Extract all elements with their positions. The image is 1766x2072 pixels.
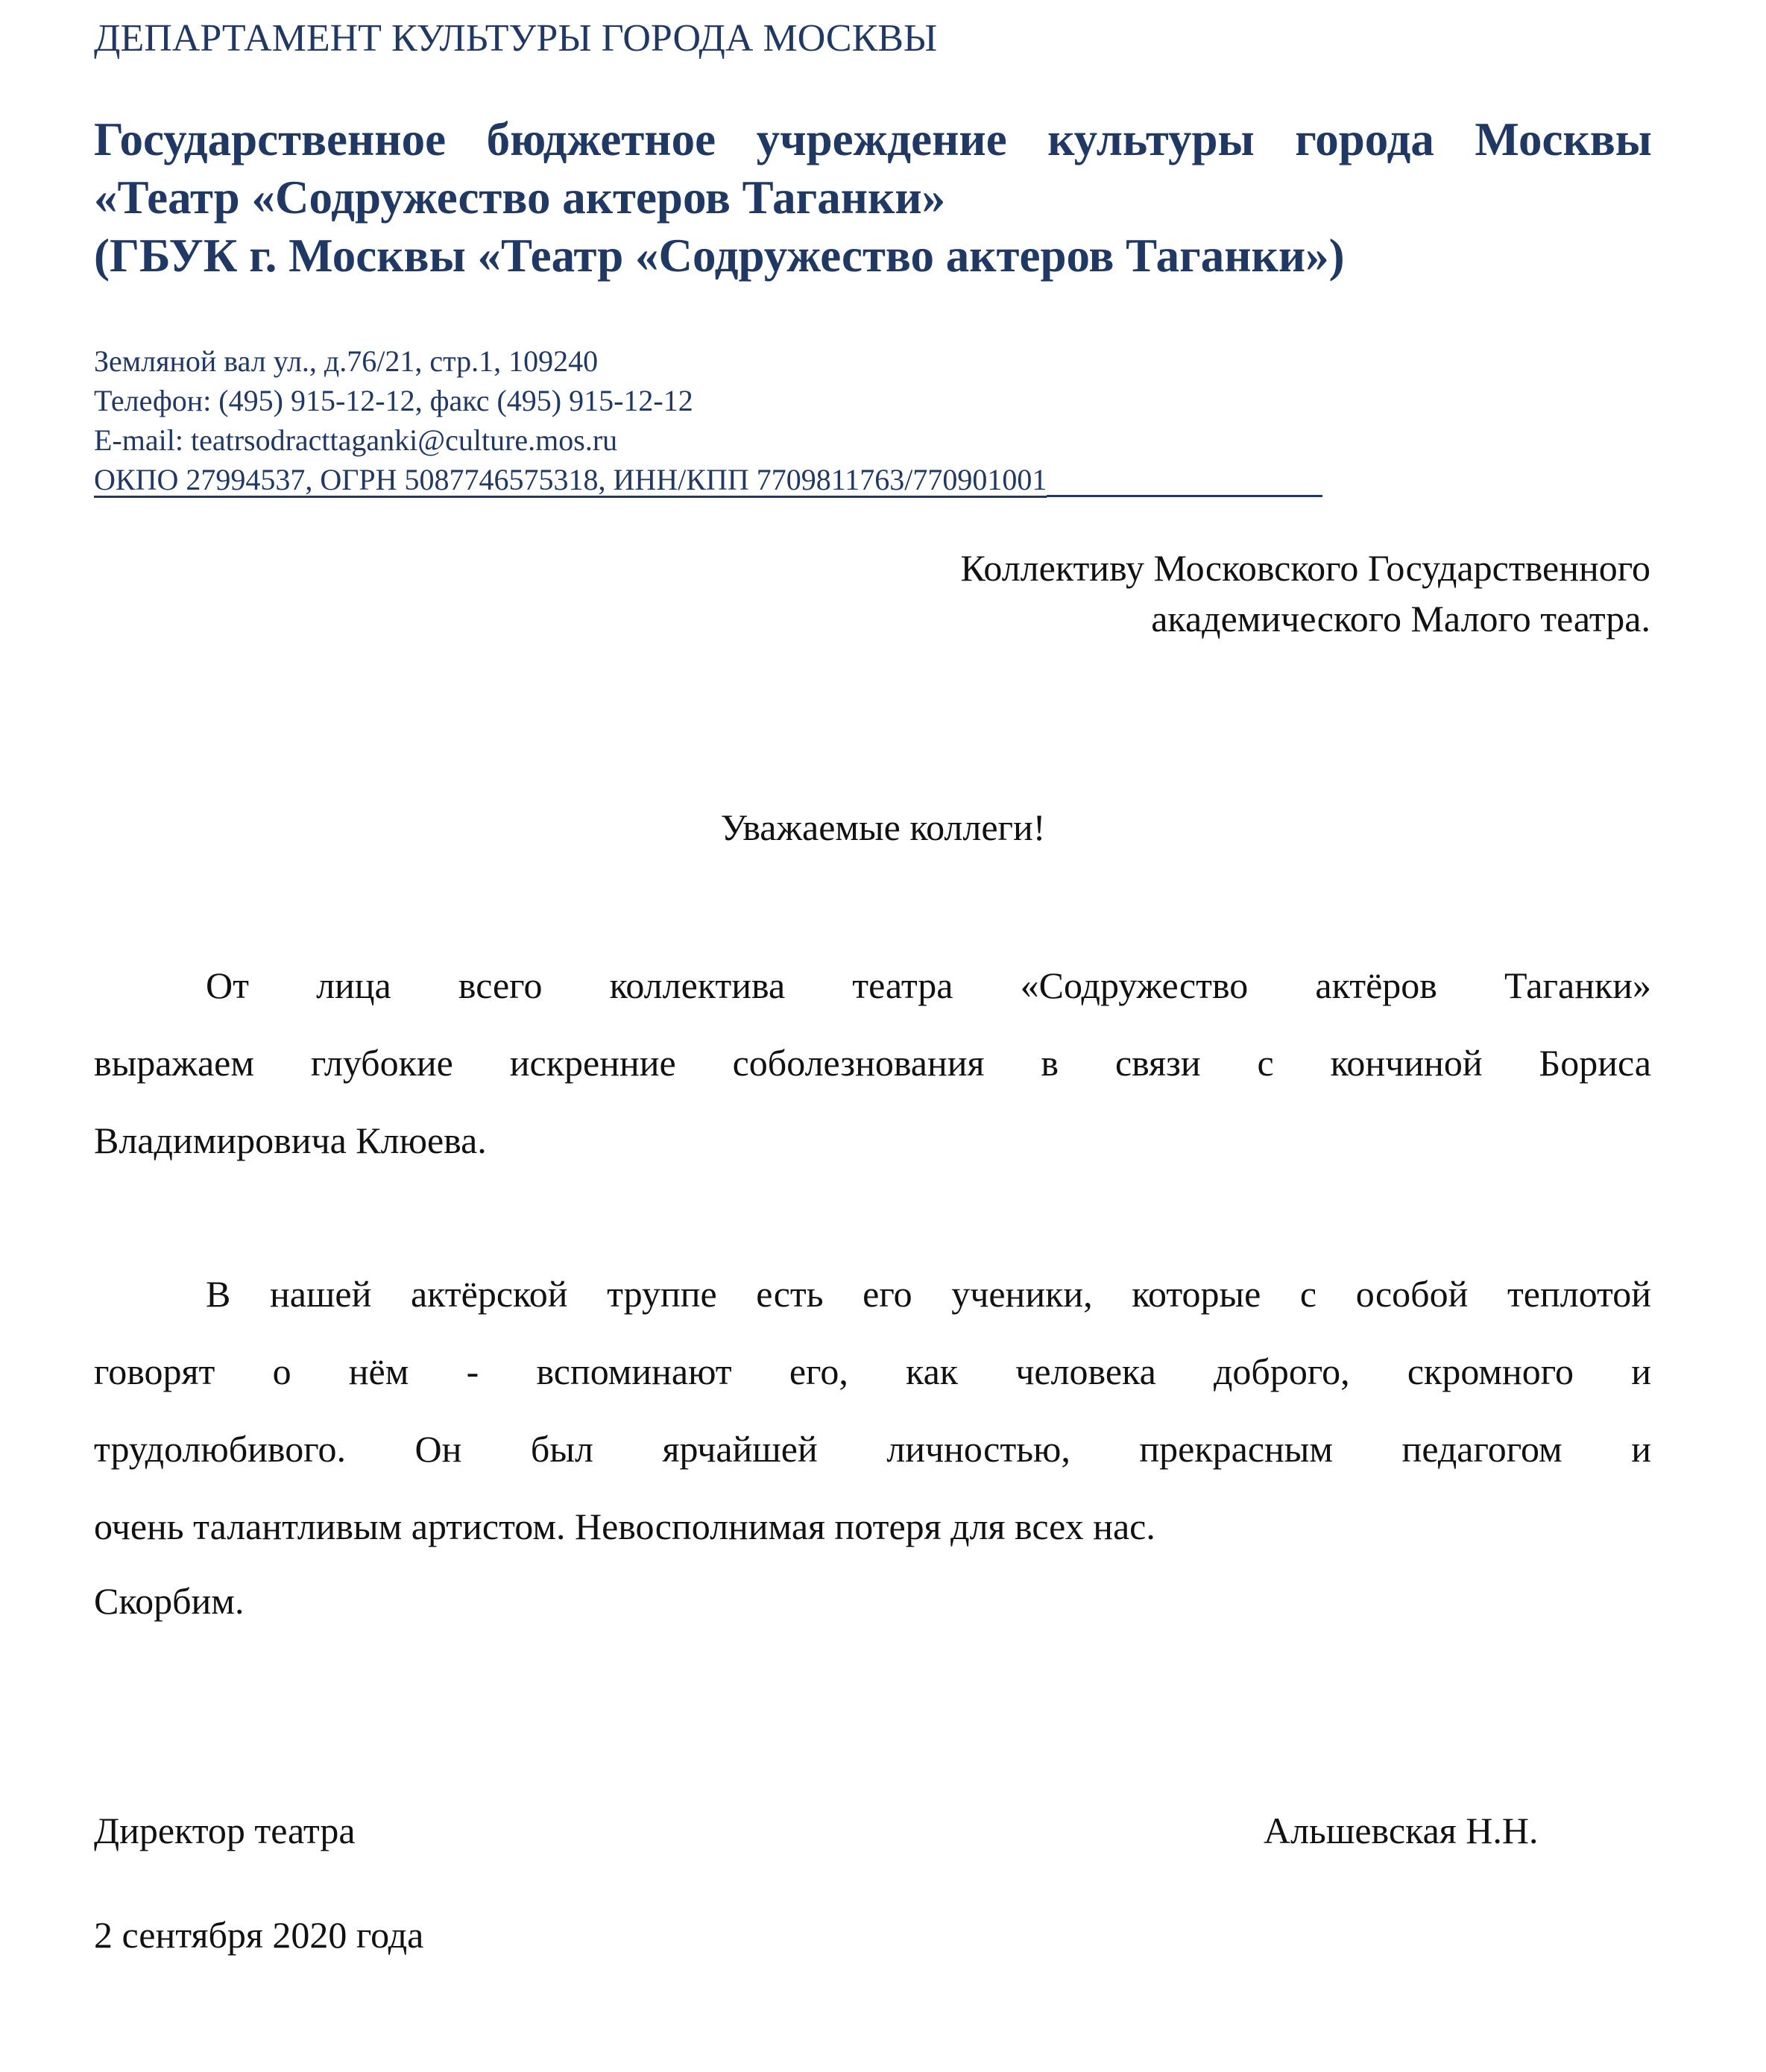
organization-name	[94, 110, 1652, 285]
organization-name-line: (ГБУК г. Москвы «Театр «Содружество актеров Таганки»)	[94, 230, 1345, 282]
paragraph-2	[94, 1255, 1651, 1565]
letterhead-rule	[1047, 495, 1322, 497]
address: Земляной вал ул., д.76/21, стр.1, 109240	[94, 344, 599, 378]
email: E-mail: teatrsodracttaganki@culture.mos.ru	[94, 423, 618, 457]
recipient-line: Коллективу Московского Государственного	[960, 547, 1650, 589]
recipient-block	[961, 543, 1650, 644]
paragraph-line: Владимировича Клюева.	[94, 1119, 487, 1161]
paragraph-line: трудолюбивого. Он был ярчайшей личностью, прекрасным педагогом и	[94, 1428, 1651, 1470]
paragraph-line: В нашей актёрской труппе есть его ученики, которые с особой теплотой	[206, 1273, 1651, 1315]
organization-name-line: «Театр «Содружество актеров Таганки»	[94, 171, 946, 224]
phone-fax: Телефон: (495) 915-12-12, факс (495) 915-12-12	[94, 384, 693, 417]
registry-line	[94, 460, 1322, 499]
paragraph-line: говорят о нём - вспоминают его, как человека доброго, скромного и	[94, 1351, 1651, 1392]
recipient-line: академического Малого театра.	[1151, 598, 1650, 639]
paragraph-line: От лица всего коллектива театра «Содружество актёров Таганки»	[206, 964, 1651, 1006]
registry-codes: ОКПО 27994537, ОГРН 5087746575318, ИНН/КПП 7709811763/770901001	[94, 463, 1047, 496]
signatory-name: Альшевская Н.Н.	[1264, 1810, 1539, 1851]
letter-date: 2 сентября 2020 года	[94, 1914, 424, 1956]
paragraph-line: выражаем глубокие искренние соболезнования в связи с кончиной Бориса	[94, 1042, 1651, 1084]
department-heading: ДЕПАРТАМЕНТ КУЛЬТУРЫ ГОРОДА МОСКВЫ	[94, 17, 938, 60]
signatory-position: Директор театра	[94, 1810, 356, 1851]
contact-block	[94, 341, 1322, 499]
paragraph-1	[94, 947, 1651, 1179]
closing-text: Скорбим.	[94, 1580, 245, 1622]
organization-name-line: Государственное бюджетное учреждение культуры города Москвы	[94, 113, 1652, 165]
greeting: Уважаемые коллеги!	[720, 806, 1046, 848]
paragraph-line: очень талантливым артистом. Невосполнимая потеря для всех нас.	[94, 1506, 1155, 1547]
